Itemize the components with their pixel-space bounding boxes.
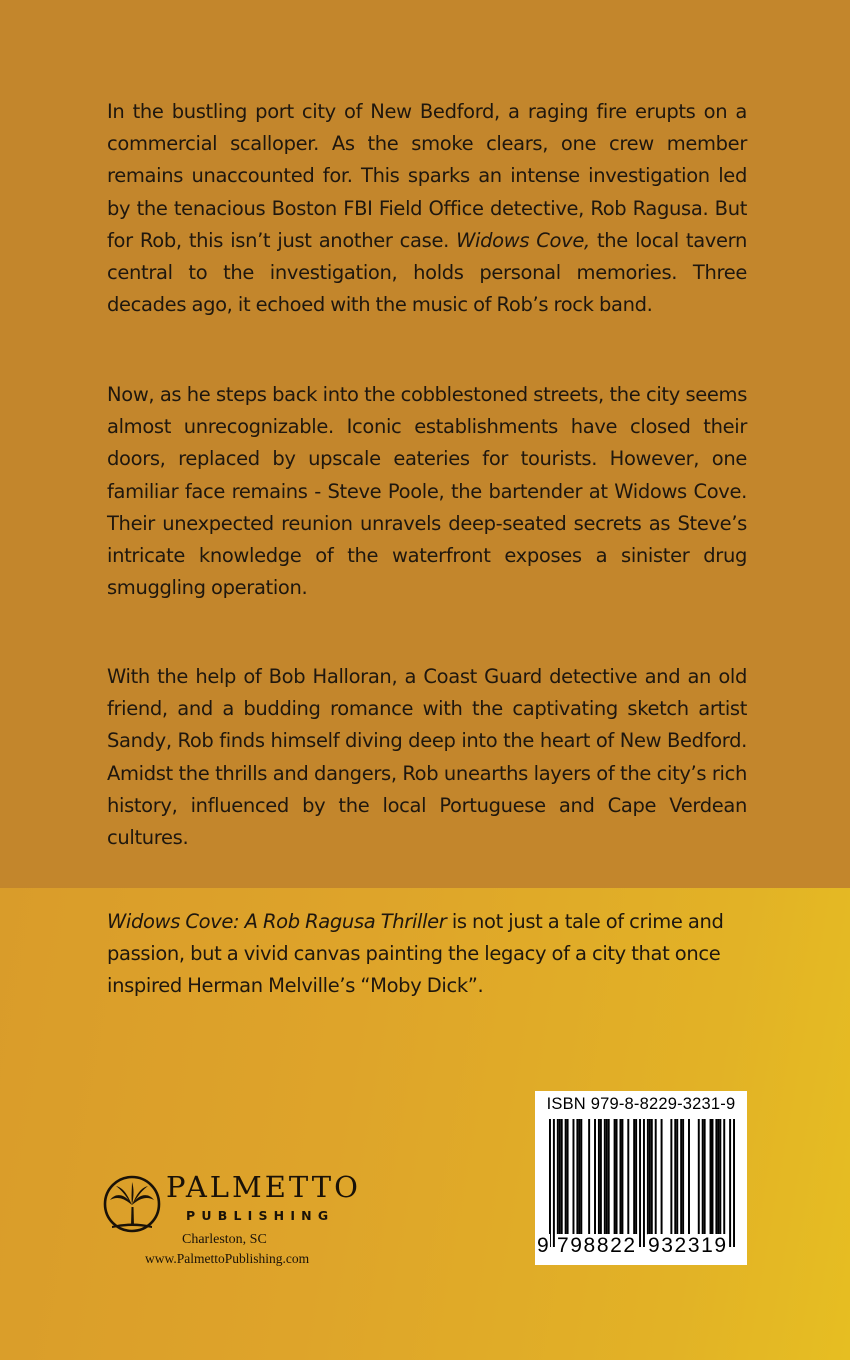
barcode-bar bbox=[715, 1119, 717, 1234]
blurb-paragraph-3 bbox=[107, 661, 747, 854]
barcode-bar bbox=[710, 1119, 712, 1234]
barcode-bar bbox=[676, 1119, 678, 1234]
barcode-bar bbox=[719, 1119, 721, 1234]
barcode-bar bbox=[627, 1119, 629, 1234]
publisher-name: PALMETTO bbox=[166, 1170, 361, 1204]
blurb-p4-italic-title: Widows Cove: A Rob Ragusa Thriller bbox=[107, 910, 447, 933]
barcode-bar bbox=[647, 1119, 649, 1234]
barcode-bar bbox=[674, 1119, 676, 1234]
publisher-imprint bbox=[102, 1168, 392, 1278]
blurb-paragraph-1 bbox=[107, 96, 747, 321]
barcode-bar bbox=[588, 1119, 590, 1234]
blurb-p1-text-start: In the bustling port city of New Bedford, a raging fire erupts on a commercial scalloper. As the smoke clears, one crew member remains unaccounted for. This sparks an intense investigation led by the tenacious Boston FBI Field Office detective, Rob Ragusa. But for Rob, this isn’t just another case. bbox=[107, 100, 747, 252]
blurb-paragraph-2 bbox=[107, 379, 747, 604]
palm-tree-icon bbox=[102, 1174, 162, 1234]
barcode-bar bbox=[680, 1119, 682, 1234]
barcode-bars bbox=[549, 1119, 735, 1247]
barcode-bar bbox=[698, 1119, 700, 1234]
barcode-bar bbox=[549, 1119, 551, 1247]
barcode-bar bbox=[559, 1119, 561, 1234]
blurb-p1-italic-title: Widows Cove, bbox=[456, 228, 590, 252]
barcode-bar bbox=[616, 1119, 618, 1234]
barcode-bar bbox=[704, 1119, 706, 1234]
barcode-bar bbox=[567, 1119, 569, 1234]
barcode-bar bbox=[576, 1119, 578, 1234]
publisher-website: www.PalmettoPublishing.com bbox=[145, 1251, 310, 1266]
barcode-bar bbox=[572, 1119, 574, 1234]
barcode-bar bbox=[639, 1119, 641, 1247]
barcode-bar bbox=[604, 1119, 606, 1234]
barcode-bar bbox=[580, 1119, 582, 1234]
barcode-bar bbox=[670, 1119, 672, 1234]
publisher-subtitle: PUBLISHING bbox=[186, 1208, 335, 1223]
barcode-bar bbox=[557, 1119, 559, 1234]
barcode-right-digits: 932319 bbox=[648, 1234, 728, 1257]
barcode-bar bbox=[614, 1119, 616, 1234]
barcode-bar bbox=[717, 1119, 719, 1234]
barcode-bar bbox=[733, 1119, 735, 1247]
barcode-left-digits: 798822 bbox=[557, 1234, 637, 1257]
barcode-bar bbox=[661, 1119, 663, 1234]
barcode-bar bbox=[633, 1119, 635, 1234]
barcode-bar bbox=[598, 1119, 600, 1234]
isbn-barcode bbox=[535, 1091, 747, 1265]
barcode-digits bbox=[535, 1234, 747, 1264]
isbn-label: ISBN 979-8-8229-3231-9 bbox=[546, 1095, 736, 1113]
barcode-bar bbox=[606, 1119, 608, 1234]
barcode-bar bbox=[688, 1119, 690, 1234]
blurb-p4-text: is not just a tale of crime and passion, but a vivid canvas painting the legacy of a city that once inspired Herman Melville’s “Moby Dick”. bbox=[107, 910, 724, 998]
barcode-bar bbox=[600, 1119, 602, 1234]
barcode-bar bbox=[619, 1119, 621, 1234]
barcode-bar bbox=[608, 1119, 610, 1234]
barcode-bar bbox=[651, 1119, 653, 1234]
barcode-bar bbox=[635, 1119, 637, 1234]
barcode-bar bbox=[578, 1119, 580, 1234]
barcode-bar bbox=[655, 1119, 657, 1234]
barcode-bar bbox=[553, 1119, 555, 1247]
barcode-bar bbox=[561, 1119, 563, 1234]
barcode-bar bbox=[702, 1119, 704, 1234]
barcode-bar bbox=[621, 1119, 623, 1234]
barcode-bar bbox=[712, 1119, 714, 1234]
blurb-p1-text-end: the local tavern central to the investigation, holds personal memories. Three decades ago, it echoed with the music of Rob’s rock band. bbox=[107, 228, 747, 317]
barcode-bar bbox=[723, 1119, 725, 1234]
blurb-p3-text: With the help of Bob Halloran, a Coast Guard detective and an old friend, and a budding romance with the captivating sketch artist Sandy, Rob finds himself diving deep into the heart of New Bedford. Amidst the thrills and dangers, Rob unearths layers of the city’s rich history, influenced by the local Portuguese and Cape Verdean cultures. bbox=[107, 665, 747, 850]
barcode-bar bbox=[594, 1119, 596, 1234]
blurb-p2-text: Now, as he steps back into the cobblestoned streets, the city seems almost unrecognizable. Iconic establishments have closed their doors, replaced by upscale eateries for tourists. However, one familiar face remains - Steve Poole, the bartender at Widows Cove. Their unexpected reunion unravels deep-seated secrets as Steve’s intricate knowledge of the waterfront exposes a sinister drug smuggling operation. bbox=[107, 383, 747, 600]
barcode-bar bbox=[682, 1119, 684, 1234]
blurb-paragraph-4 bbox=[107, 906, 747, 1003]
barcode-bar bbox=[649, 1119, 651, 1234]
barcode-bar bbox=[729, 1119, 731, 1247]
barcode-lead-digit: 9 bbox=[537, 1234, 551, 1257]
barcode-bar bbox=[643, 1119, 645, 1247]
barcode-bar bbox=[565, 1119, 567, 1234]
publisher-city: Charleston, SC bbox=[182, 1232, 267, 1247]
